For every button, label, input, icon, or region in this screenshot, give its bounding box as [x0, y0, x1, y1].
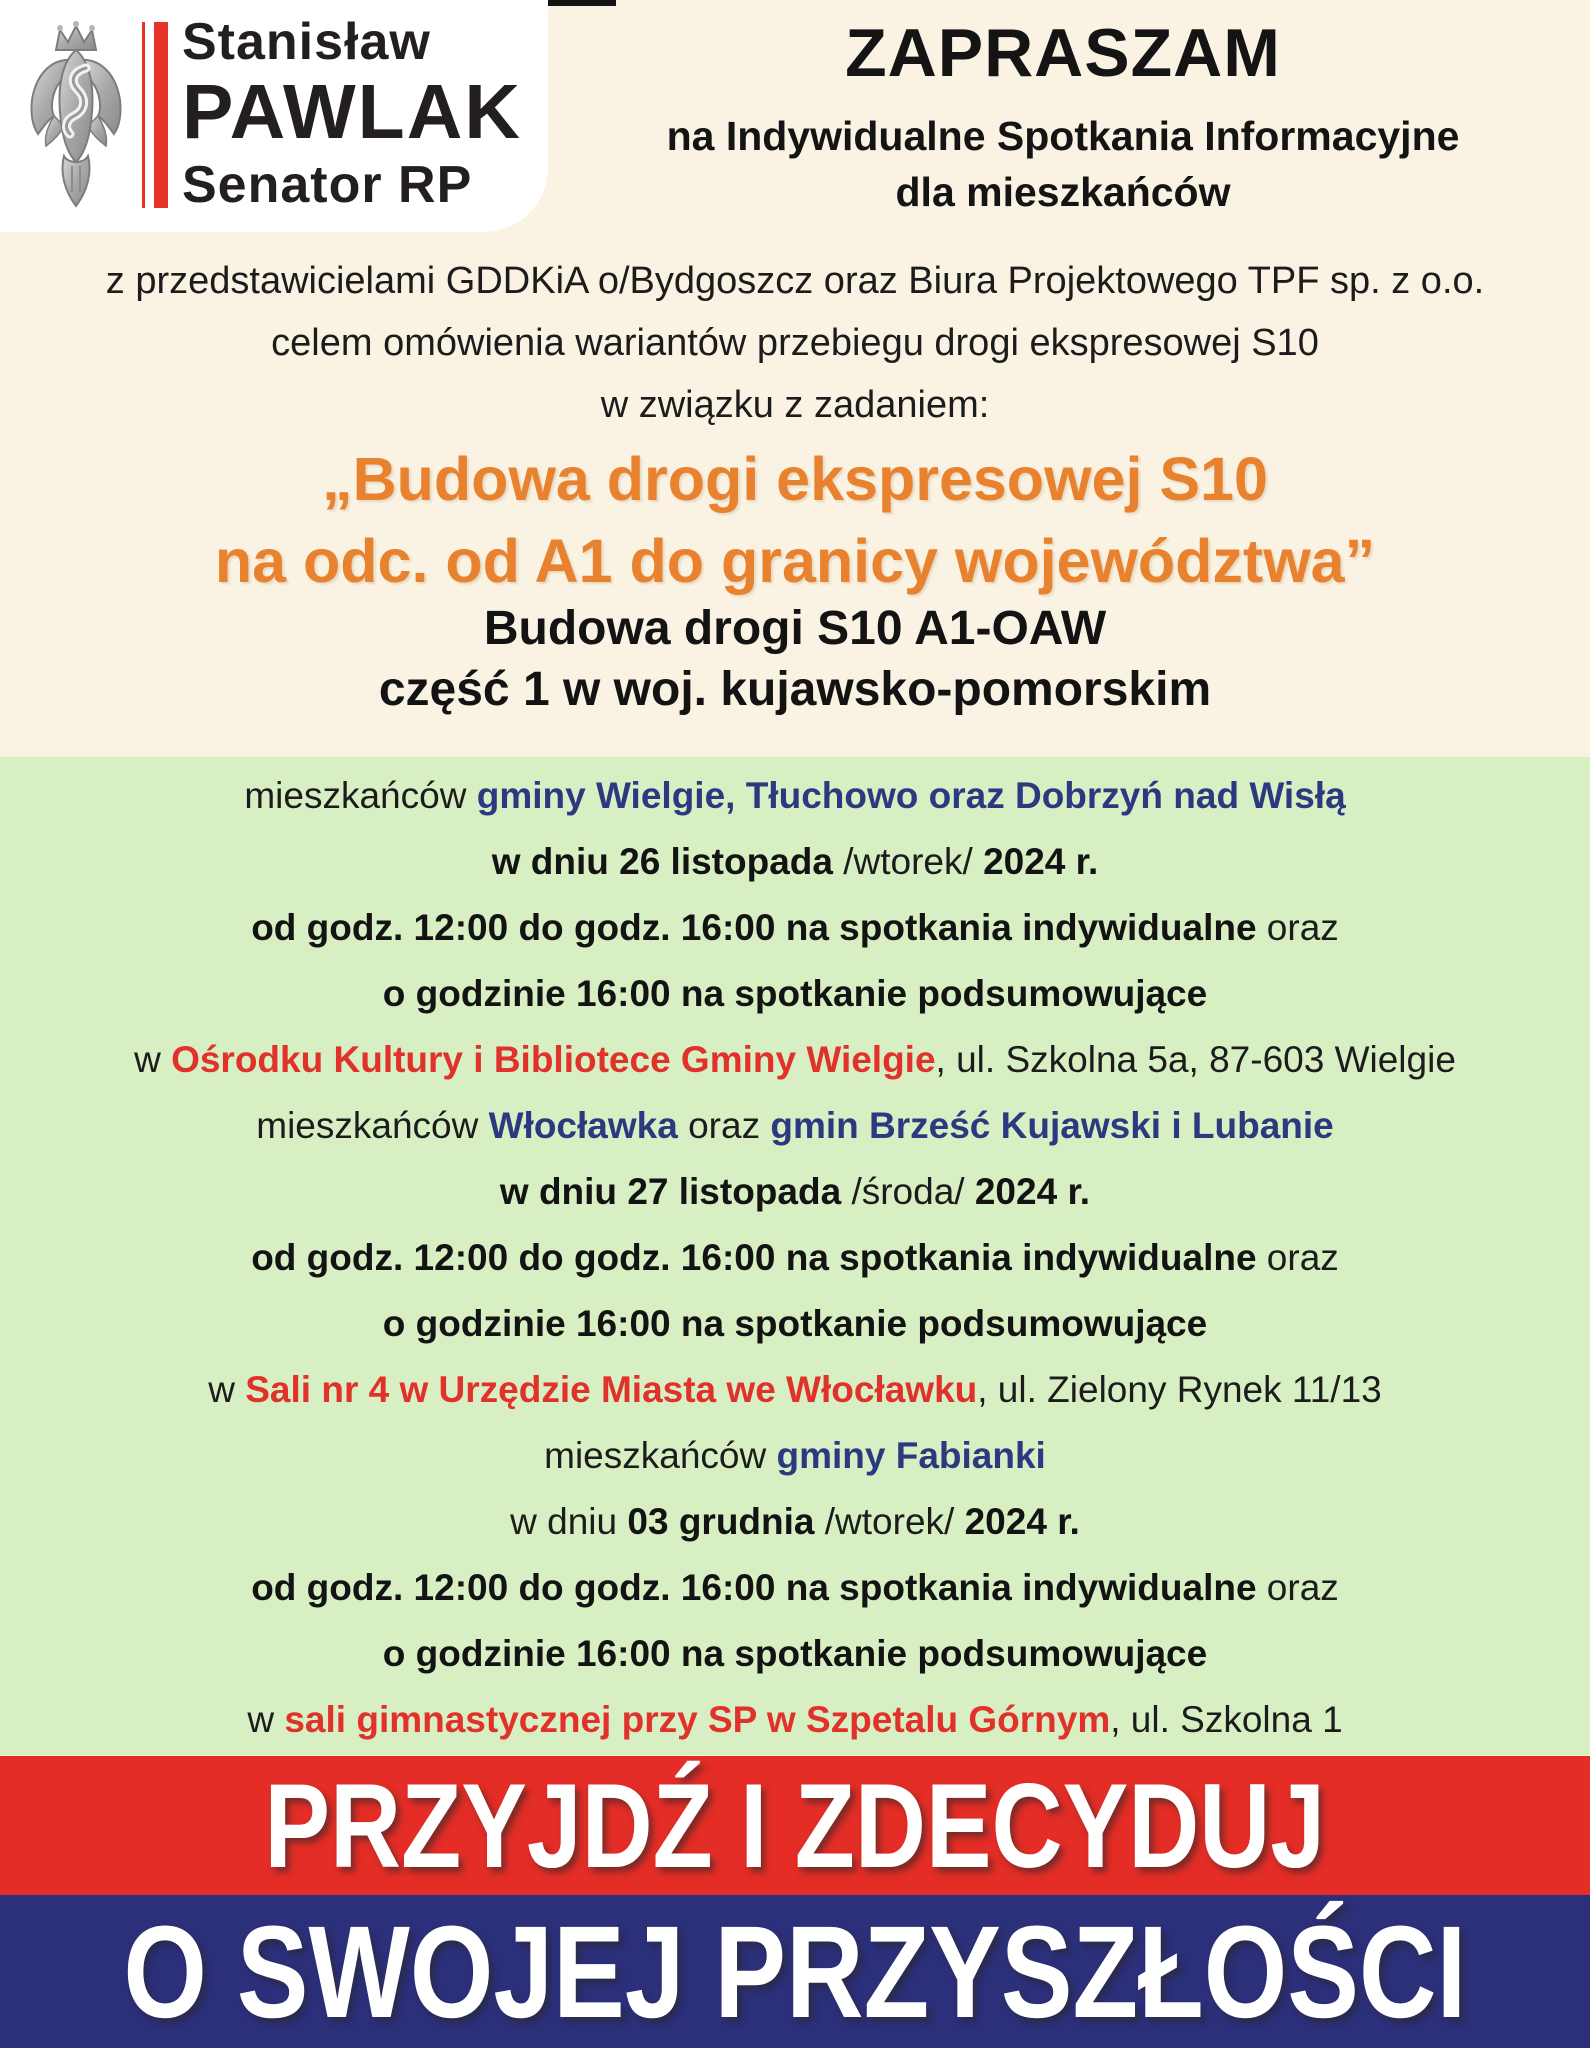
eagle-emblem-icon — [24, 16, 128, 212]
meeting-line: od godz. 12:00 do godz. 16:00 na spotkania indywidualne oraz — [251, 907, 1339, 948]
project-title-line1: „Budowa drogi ekspresowej S10 — [322, 445, 1268, 513]
footer-banner-line2: O SWOJEJ PRZYSZŁOŚCI — [123, 1898, 1467, 2045]
white-red-flag-bar — [142, 22, 168, 208]
project-title-line2: na odc. od A1 do granicy województwa” — [214, 527, 1376, 595]
project-subtitle — [0, 598, 1590, 720]
senator-name-block — [182, 13, 542, 214]
meeting-line: o godzinie 16:00 na spotkanie podsumowujące — [382, 1303, 1208, 1344]
senator-title: Senator RP — [182, 156, 473, 214]
invite-subtitle — [548, 108, 1578, 220]
meeting-block — [0, 1093, 1590, 1423]
footer-banner-line1: PRZYJDŹ I ZDECYDUJ — [264, 1758, 1326, 1893]
meeting-line: w dniu 03 grudnia /wtorek/ 2024 r. — [510, 1501, 1080, 1542]
meeting-line: w dniu 26 listopada /wtorek/ 2024 r. — [491, 841, 1099, 882]
meetings-section — [0, 757, 1590, 1755]
intro-line2: celem omówienia wariantów przebiegu drogi ekspresowej S10 — [271, 322, 1319, 364]
meeting-line: o godzinie 16:00 na spotkanie podsumowujące — [382, 973, 1208, 1014]
meeting-line: mieszkańców Włocławka oraz gmin Brześć Kujawski i Lubanie — [256, 1105, 1334, 1146]
project-subtitle-line1: Budowa drogi S10 A1-OAW — [483, 602, 1107, 655]
meeting-line: w Sali nr 4 w Urzędzie Miasta we Włocławku, ul. Zielony Rynek 11/13 — [208, 1369, 1382, 1410]
senator-logo — [0, 0, 548, 232]
meeting-block — [0, 763, 1590, 1093]
intro-line1: z przedstawicielami GDDKiA o/Bydgoszcz oraz Biura Projektowego TPF sp. z o.o. — [105, 260, 1485, 302]
meeting-line: od godz. 12:00 do godz. 16:00 na spotkania indywidualne oraz — [251, 1567, 1339, 1608]
footer-banner-red — [0, 1756, 1590, 1895]
meeting-block — [0, 1423, 1590, 1753]
senator-first-name: Stanisław — [182, 13, 431, 71]
project-subtitle-line2: część 1 w woj. kujawsko-pomorskim — [378, 663, 1212, 716]
meeting-line: o godzinie 16:00 na spotkanie podsumowujące — [382, 1633, 1208, 1674]
meeting-line: od godz. 12:00 do godz. 16:00 na spotkania indywidualne oraz — [251, 1237, 1339, 1278]
intro-line3: w związku z zadaniem: — [600, 384, 990, 426]
footer-banner-navy — [0, 1895, 1590, 2048]
invite-subtitle-line2: dla mieszkańców — [895, 169, 1231, 215]
meeting-line: w dniu 27 listopada /środa/ 2024 r. — [499, 1171, 1091, 1212]
meeting-line: w Ośrodku Kultury i Bibliotece Gminy Wielgie, ul. Szkolna 5a, 87-603 Wielgie — [134, 1039, 1456, 1080]
project-title — [0, 438, 1590, 602]
meeting-line: mieszkańców gminy Fabianki — [544, 1435, 1046, 1476]
invite-subtitle-line1: na Indywidualne Spotkania Informacyjne — [666, 113, 1460, 159]
invite-header — [548, 14, 1578, 220]
meeting-line: mieszkańców gminy Wielgie, Tłuchowo oraz Dobrzyń nad Wisłą — [244, 775, 1346, 816]
intro-paragraph — [0, 250, 1590, 436]
senator-last-name: PAWLAK — [182, 69, 522, 155]
meeting-line: w sali gimnastycznej przy SP w Szpetalu Górnym, ul. Szkolna 1 — [247, 1699, 1343, 1740]
invite-title: ZAPRASZAM — [845, 15, 1281, 91]
